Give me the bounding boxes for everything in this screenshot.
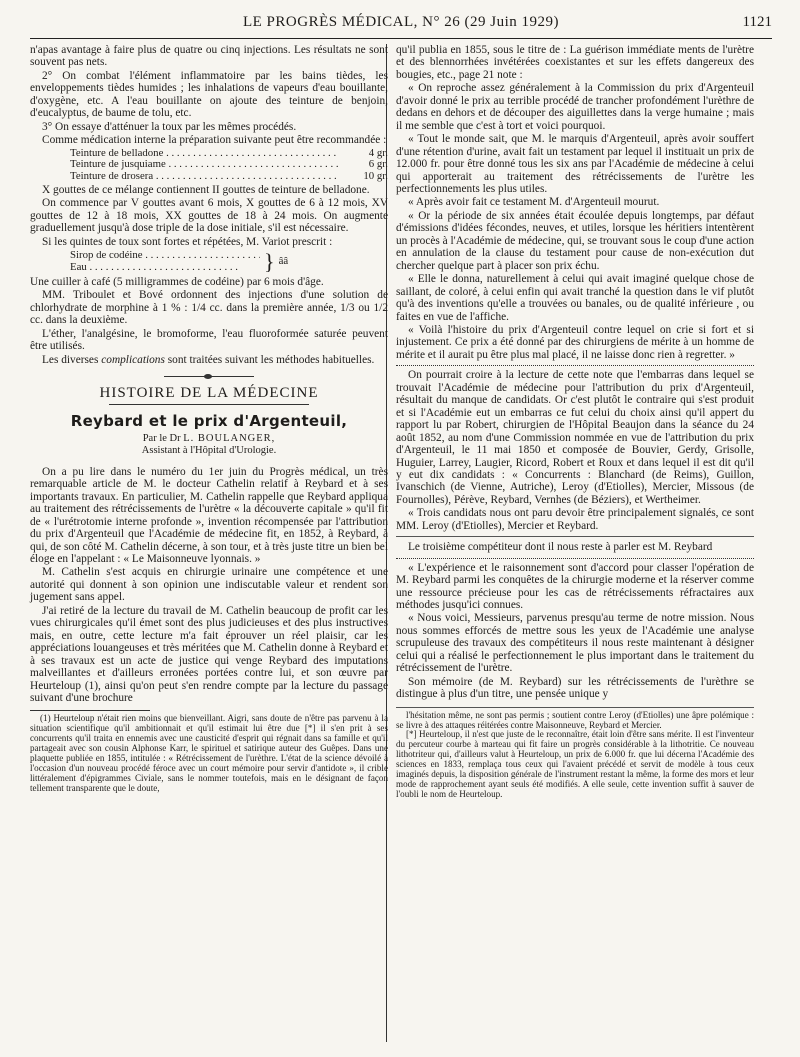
- ingredient-qty: 6 gr.: [368, 158, 388, 171]
- prescription-1: [70, 148, 388, 183]
- text-paragraph: « Trois candidats nous ont paru devoir être principalement signalés, ce sont MM. Leroy (d'Etiolles), Mercier et Reybard.: [396, 507, 754, 532]
- text-paragraph: « Nous voici, Messieurs, parvenus presqu'au terme de notre mission. Nous nous sommes efforcés de mettre sous les yeux de l'Académie une analyse scrupuleuse des travaux des compétiteurs il nous reste maintenant à désigner celui qui a réalisé le perfectionnement le plus important dans le traitement du rétrécissement de l'urètre.: [396, 612, 754, 675]
- text-paragraph: Son mémoire (de M. Reybard) sur les rétrécissements de l'urèthre se distingue à plus d'un titre, une pensée unique y: [396, 675, 754, 701]
- page-header: [30, 12, 772, 39]
- text-paragraph: Si les quintes de toux sont fortes et répétées, M. Variot prescrit :: [42, 235, 333, 248]
- text-paragraph: n'apas avantage à faire plus de quatre ou cinq injections. Les résultats ne sont souvent pas nets.: [30, 44, 388, 69]
- section-heading: HISTOIRE DE LA MÉDECINE: [99, 385, 319, 402]
- text-paragraph: qu'il publia en 1855, sous le titre de : La guérison immédiate ments de l'urètre et des blennorrhées invétérées coexistantes et sur les effets dangereux des bougies, etc., page 21 note :: [396, 44, 754, 81]
- text-paragraph: On pourrait croire à la lecture de cette note que l'embarras dans lequel se trouvait l'Académie de médecine pour l'attribution du prix d'Argenteuil, résultait du manque de candidats. Or c'est plutôt le contraire qui s'est produit et si l'Académie eut un embarras ce fut celui du choix ainsi qu'il appert du rapport lu par Robert, chirurgien de l'Hôpital Beaujon dans la séance du 24 août 1852, au nom d'une Commission nommée en vue de l'attribution du prix d'Argenteuil, le 11 mai 1850 et composée de Bouvier, Gerdy, Grisolle, Huguier, Larrey, Laugier, Ricord, Robert et Roux et dans lequel il est dit qu'il y eut dix candidats : « Concurrents : Blanchard (de Reims), Guillon, Ivanschich (de Vienne, Autriche), Leroy (d'Etiolles), Mercier, Missous (de Fournolles), Pérève, Reybard, Vernhes (de Béziers), et Wertheimer.: [396, 369, 754, 506]
- text-paragraph: 3° On essaye d'atténuer la toux par les mêmes procédés.: [42, 120, 297, 133]
- ingredient-qty: 10 gr.: [363, 170, 388, 183]
- text-paragraph: « Voilà l'histoire du prix d'Argenteuil contre lequel on crie si fort et si injustement. Ce prix a été donné par des chirurgiens de mérite à un homme de mérite et il aurait pu être plus mal placé, il ne laisse donc rien à regretter. »: [396, 323, 754, 361]
- ana-partes: ââ: [278, 255, 289, 268]
- ingredient-name: Eau . . .: [70, 262, 260, 274]
- text-span: Les diverses: [42, 353, 102, 366]
- text-paragraph: [30, 354, 388, 366]
- text-paragraph: « Tout le monde sait, que M. le marquis d'Argenteuil, après avoir souffert d'une rétention d'urine, avait fait un testament par lequel il instituait un prix de 12.000 fr. pour être donné tous les six ans par l'Académie de médecine à celui qui apporterait au traitement des rétrécissements de l'urètre les perfectionnements les plus utiles.: [396, 133, 754, 195]
- prescription-line: [70, 159, 388, 171]
- text-paragraph: « Elle le donna, naturellement à celui qui avait imaginé quelque chose de saillant, de coloré, à celui enfin qui avait tranché la question dans le vif plutôt qu'à des inventions qu'elle a trouvées ou banales, ou de qualité inférieure , ou faites en vue de l'affiche.: [396, 273, 754, 323]
- section-ornament: [164, 376, 254, 377]
- journal-title: LE PROGRÈS MÉDICAL, N° 26 (29 Juin 1929): [242, 14, 559, 30]
- left-column: [30, 44, 388, 794]
- text-paragraph: Une cuiller à café (5 milligrammes de codéine) par 6 mois d'âge.: [30, 275, 324, 288]
- text-paragraph: MM. Triboulet et Bové ordonnent des injections d'une solution de chlorhydrate de morphine à 1 % : 1/4 cc. dans la première année, 1/3 ou 1/2 cc. dans la deuxième.: [30, 289, 388, 327]
- author-role: Assistant à l'Hôpital d'Urologie.: [141, 445, 277, 457]
- dotted-separator: [396, 365, 754, 366]
- author-name: L. BOULANGER,: [183, 432, 276, 444]
- prescription-2: [70, 250, 388, 274]
- text-paragraph: L'éther, l'analgésine, le bromoforme, l'eau fluoroformée saturée peuvent être utilisés.: [30, 327, 388, 353]
- text-paragraph: M. Cathelin s'est acquis en chirurgie urinaire une compétence et une autorité qui donnent à son opinion une indiscutable valeur et rendent son jugement sans appel.: [30, 566, 388, 604]
- ingredient-name: Teinture de drosera . . .: [70, 171, 338, 183]
- page-number: 1121: [742, 14, 772, 30]
- prescription-items: [70, 250, 260, 274]
- text-paragraph: J'ai retiré de la lecture du travail de M. Cathelin beaucoup de profit car les vues chirurgicales qu'il émet sont des plus judicieuses et des plus instructives mais, en outre, cette lecture m'a fait éprouver un réel plaisir, car les appréciations louangeuses et très méritées que M. Cathelin donne à Reybard et à ses travaux est un acte de justice qui venge Reybard des imputations malveillantes et d'ailleurs erronées portées contre lui, et son œuvre par Heurteloup (1), ainsi qu'on peut s'en rendre compte par la lecture du passage suivant d'une brochure: [30, 604, 388, 705]
- text-paragraph: Le troisième compétiteur dont il nous reste à parler est M. Reybard: [408, 541, 713, 554]
- prescription-line: [70, 171, 388, 183]
- ingredient-name: Teinture de belladone . . .: [70, 148, 338, 160]
- footnote-rule: [396, 707, 754, 708]
- text-paragraph: « On reproche assez généralement à la Commission du prix d'Argenteuil d'avoir donné le prix au terrible procédé de trancher profondément l'urèthre de dedans en dehors et de découper des aiguillettes dans la verge humaine ; mais il me semble que c'est à tort et voici pourquoi.: [396, 82, 754, 132]
- article-title: Reybard et le prix d'Argenteuil,: [70, 411, 348, 430]
- footnote-continuation: l'hésitation même, ne sont pas permis ; soutient contre Leroy (d'Etiolles) une âpre polémique : se livre à des attaques réitérées contre Maisonneuve, Reybard et Mercier.: [396, 709, 754, 730]
- ingredient-qty: 4 gr.: [368, 146, 388, 159]
- text-paragraph: « Après avoir fait ce testament M. d'Argenteuil mourut.: [408, 196, 660, 209]
- text-paragraph: « L'expérience et le raisonnement sont d'accord pour classer l'opération de M. Reybard parmi les conquêtes de la chirurgie moderne et la réserver comme une ressource précieuse pour les cas de rétrécissements réfractaires aux méthodes jusqu'ici connues.: [396, 561, 754, 612]
- text-paragraph: On a pu lire dans le numéro du 1er juin du Progrès médical, un très remarquable article de M. le docteur Cathelin relatif à Reybard et à ses importants travaux. En particulier, M. Cathelin rappelle que Reybard appliqua au traitement des rétrécissements de l'urètre « la découverte capitale » qu'il fit de « l'urétrotomie interne profonde », invention récompensée par l'attribution du prix d'Argenteuil que l'Académie de médecine fit, en 1852, à Reybard, à qui, de son côté M. Cathelin décerne, à son tour, et à très juste titre un bien bel éloge en l'appelant : « Le Maisonneuve lyonnais. »: [30, 465, 388, 566]
- brace-glyph: }: [264, 249, 275, 275]
- text-span: sont traitées suivant les méthodes habituelles.: [164, 353, 375, 366]
- dotted-separator: [396, 558, 754, 559]
- footnote: [*] Heurteloup, il n'est que juste de le reconnaître, était loin d'être sans mérite. Il est l'inventeur du percuteur courbe à marteau qui fit faire un progrès considérable à la lithotritie. Ce nouveau lithotriteur qui, d'ailleurs valut à Heurteloup, un prix de 6.000 fr. que lui décerna l'Académie des sciences en 1833, remplaça tous ceux qui l'avaient précédé et servit de modèle à tous ceux imaginés depuis, la disposition générale de l'instrument restant la même, la forme des mors et leur mode de rapprochement ayant seuls été modifiés. A elle seule, cette invention suffit à sauver de l'oubli le nom de Heurteloup.: [396, 729, 754, 799]
- footnote-rule: [30, 710, 150, 711]
- article-byline: [30, 433, 388, 445]
- ingredient-name: Teinture de jusquiame . . .: [70, 159, 338, 171]
- text-paragraph: Comme médication interne la préparation suivante peut être recommandée :: [42, 134, 387, 147]
- right-column: [396, 44, 754, 800]
- prescription-line: [70, 148, 388, 160]
- byline-prefix: Par le Dr: [142, 432, 184, 444]
- ingredient-name: Sirop de codéine . . .: [70, 250, 260, 262]
- text-paragraph: 2° On combat l'élément inflammatoire par les bains tièdes, les enveloppements tièdes humides ; les inhalations de vapeurs d'eau bouillante, d'oxygène, etc. A l'eau bouillante on ajoute des teinture de benjoin, d'eucalyptus, de baume de tolu, etc.: [30, 69, 388, 120]
- text-paragraph: X gouttes de ce mélange contiennent II gouttes de teinture de belladone.: [42, 184, 370, 197]
- text-paragraph: On commence par V gouttes avant 6 mois, X gouttes de 6 à 12 mois, XV gouttes de 12 à 18 mois, XX gouttes de 18 à 24 mois. On augmente graduellement jusqu'à dose triple de la dose initiale, s'il est nécessaire.: [30, 197, 388, 235]
- footnote: (1) Heurteloup n'était rien moins que bienveillant. Aigri, sans doute de n'être pas parvenu à la situation scientifique qu'il ambitionnait et qu'il estimait lui être due [*] il s'en prit à ses concurrents qu'il traita en ennemis avec une causticité d'esprit qui régnait dans sa famille et qu'il partageait avec son cousin Alphonse Karr, le spirituel et satirique auteur des Guêpes. Dans une plaquette publiée en 1855, intitulée : « Rétrécissement de l'urèthre. L'état de la science dévoilé à l'occasion d'un nouveau procédé féroce avec un court mémoire pour servir d'antidote », il crible littéralement d'épigrammes Civiale, sans le nommer toutefois, mais en le désignant de façon tellement transparente que le doute,: [30, 713, 388, 793]
- section-rule: [109, 404, 309, 405]
- text-paragraph: « Or la période de six années était écoulée depuis longtemps, par défaut d'émissions d'idées fécondes, neuves, et utiles, lorsque les héritiers intentèrent un procès à l'Académie de médecine, qui, se trouvant sous le coup d'une action en annulation de la clause du testament pour cause de non-exécution dut chercher quelque part à placer son prix échu.: [396, 209, 754, 272]
- solid-separator: [396, 536, 754, 537]
- emphasis-text: complications: [101, 353, 165, 366]
